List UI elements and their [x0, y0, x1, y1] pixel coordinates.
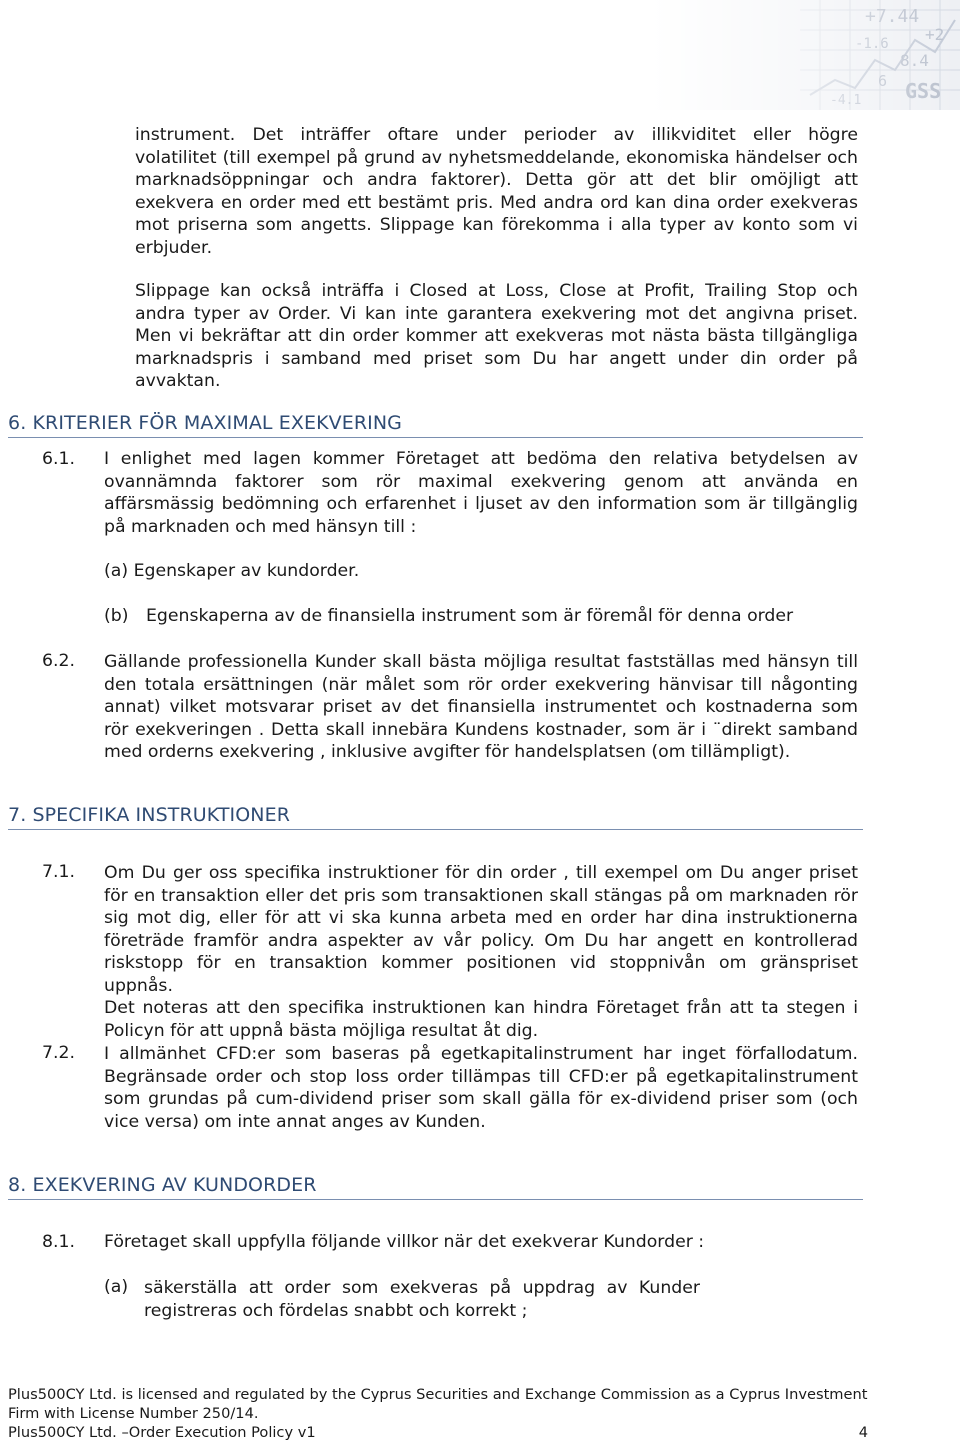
sub-item: (a) Egenskaper av kundorder.	[104, 561, 360, 581]
text-line: andra typer av Order. Vi kan inte garantera exekvering mot det angivna priset.	[135, 303, 858, 324]
text-line: rör exekveringen . Detta skall innebära Kundens kostnader, som är i ¨direkt samband	[104, 719, 858, 740]
text-line: exekvera en order med ett bestämt pris. Med andra ord kan dina order exekveras	[135, 192, 858, 213]
section-heading: 7. SPECIFIKA INSTRUKTIONER	[8, 804, 291, 826]
text-line: den totala ersättningen (när målet som rör order exekvering hänvisar till någonting	[104, 674, 858, 695]
section-heading: 6. KRITERIER FÖR MAXIMAL EXEKVERING	[8, 412, 402, 434]
corner-decoration	[650, 0, 960, 110]
text-line: marknadspris i samband med priset som Du har angett under din order på	[135, 348, 858, 369]
text-line: Slippage kan också inträffa i Closed at Loss, Close at Profit, Trailing Stop och	[135, 281, 858, 301]
text-line: Men vi bekräftar att din order kommer att exekveras mot nästa bästa tillgängliga	[135, 326, 858, 346]
item-paragraph	[104, 862, 858, 1042]
item-number: 8.1.	[42, 1232, 75, 1252]
heading-rule	[8, 1199, 863, 1200]
sub-item-text: Egenskaperna av de finansiella instrument som är föremål för denna order	[146, 606, 794, 626]
item-number: 7.2.	[42, 1043, 75, 1063]
sub-item-label: (a)	[104, 1277, 129, 1297]
item-number: 6.1.	[42, 449, 75, 469]
text-line: Om Du ger oss specifika instruktioner för din order , till exempel om Du anger priset	[104, 863, 858, 883]
footer-policy-title: Plus500CY Ltd. –Order Execution Policy v1	[8, 1424, 316, 1441]
text-line: säkerställa att order som exekveras på uppdrag av Kunder	[144, 1278, 700, 1298]
text-line: marknadsöppningar och andra faktorer). Detta gör att det blir omöjligt att	[135, 170, 858, 190]
text-line: volatilitet (till exempel på grund av nyhetsmeddelande, ekonomiska händelser och	[135, 147, 858, 168]
text-line: erbjuder.	[135, 237, 213, 258]
sub-item-label: (b)	[104, 606, 129, 626]
item-paragraph	[104, 1043, 858, 1133]
text-line: Policyn för att uppnå bästa möjliga resultat åt dig.	[104, 1020, 539, 1041]
text-line: Gällande professionella Kunder skall bästa möjliga resultat fastställas med hänsyn till	[104, 652, 858, 672]
item-number: 6.2.	[42, 651, 75, 671]
text-line: mot priserna som angetts. Slippage kan förekomma i alla typer av konto som vi	[135, 215, 858, 235]
text-line: avvaktan.	[135, 371, 221, 391]
text-line: affärsmässig bedömning och erfarenhet i ljuset av den information som är tillgänglig	[104, 494, 858, 514]
text-line: I allmänhet CFD:er som baseras på egetkapitalinstrument har inget förfallodatum.	[104, 1044, 858, 1064]
item-paragraph	[104, 651, 858, 764]
text-line: instrument. Det inträffer oftare under perioder av illikviditet eller högre	[135, 125, 858, 145]
text-line: med orderns exekvering , inklusive avgifter för handelsplatsen (om tillämpligt).	[104, 742, 791, 762]
text-line: Begränsade order och stop loss order tillämpas till CFD:er på egetkapitalinstrument	[104, 1066, 858, 1087]
footer-policy-row	[8, 1423, 868, 1442]
section-heading: 8. EXEKVERING AV KUNDORDER	[8, 1174, 317, 1196]
text-line: ovannämnda faktorer som rör maximal exekvering genom att använda en	[104, 471, 858, 492]
item-paragraph	[104, 448, 858, 538]
text-line: riskstopp för en transaktion kommer positionen vid stoppnivån om gränspriset uppnås.	[104, 953, 858, 996]
text-line: I enlighet med lagen kommer Företaget att bedöma den relativa betydelsen av	[104, 449, 858, 469]
text-line: för en transaktion eller det pris som transaktionen skall stängas på om marknaden rör	[104, 885, 858, 906]
footer	[8, 1385, 868, 1442]
text-line: på marknaden och med hänsyn till :	[104, 516, 417, 537]
heading-rule	[8, 437, 863, 438]
sub-item-paragraph	[144, 1277, 700, 1322]
item-text: Företaget skall uppfylla följande villkor när det exekverar Kundorder :	[104, 1232, 705, 1252]
footer-license-line: Firm with License Number 250/14.	[8, 1405, 259, 1422]
text-line: som grundas på cum-dividend priser som skall gälla för ex-dividend priser som (och	[104, 1089, 858, 1109]
text-line: annat) vilket motsvarar priset av det finansiella instrumentet och kostnaderna som	[104, 697, 858, 717]
page-number: 4	[858, 1424, 868, 1441]
intro-paragraph	[135, 124, 858, 259]
item-number: 7.1.	[42, 862, 75, 882]
text-line: sig mot dig, eller för att vi ska kunna arbeta med en order har dina instruktionerna	[104, 908, 858, 928]
text-line: registreras och fördelas snabbt och korrekt ;	[144, 1300, 528, 1321]
text-line: vice versa) om inte annat anges av Kunden.	[104, 1111, 486, 1132]
slippage-paragraph	[135, 280, 858, 393]
text-line: Det noteras att den specifika instruktionen kan hindra Företaget från att ta stegen i	[104, 998, 858, 1018]
footer-license-line: Plus500CY Ltd. is licensed and regulated by the Cyprus Securities and Exchange Commission as a Cyprus Investment	[8, 1386, 868, 1403]
heading-rule	[8, 829, 863, 830]
text-line: företräde framför andra aspekter av vår policy. Om Du har angett en kontrollerad	[104, 930, 858, 951]
